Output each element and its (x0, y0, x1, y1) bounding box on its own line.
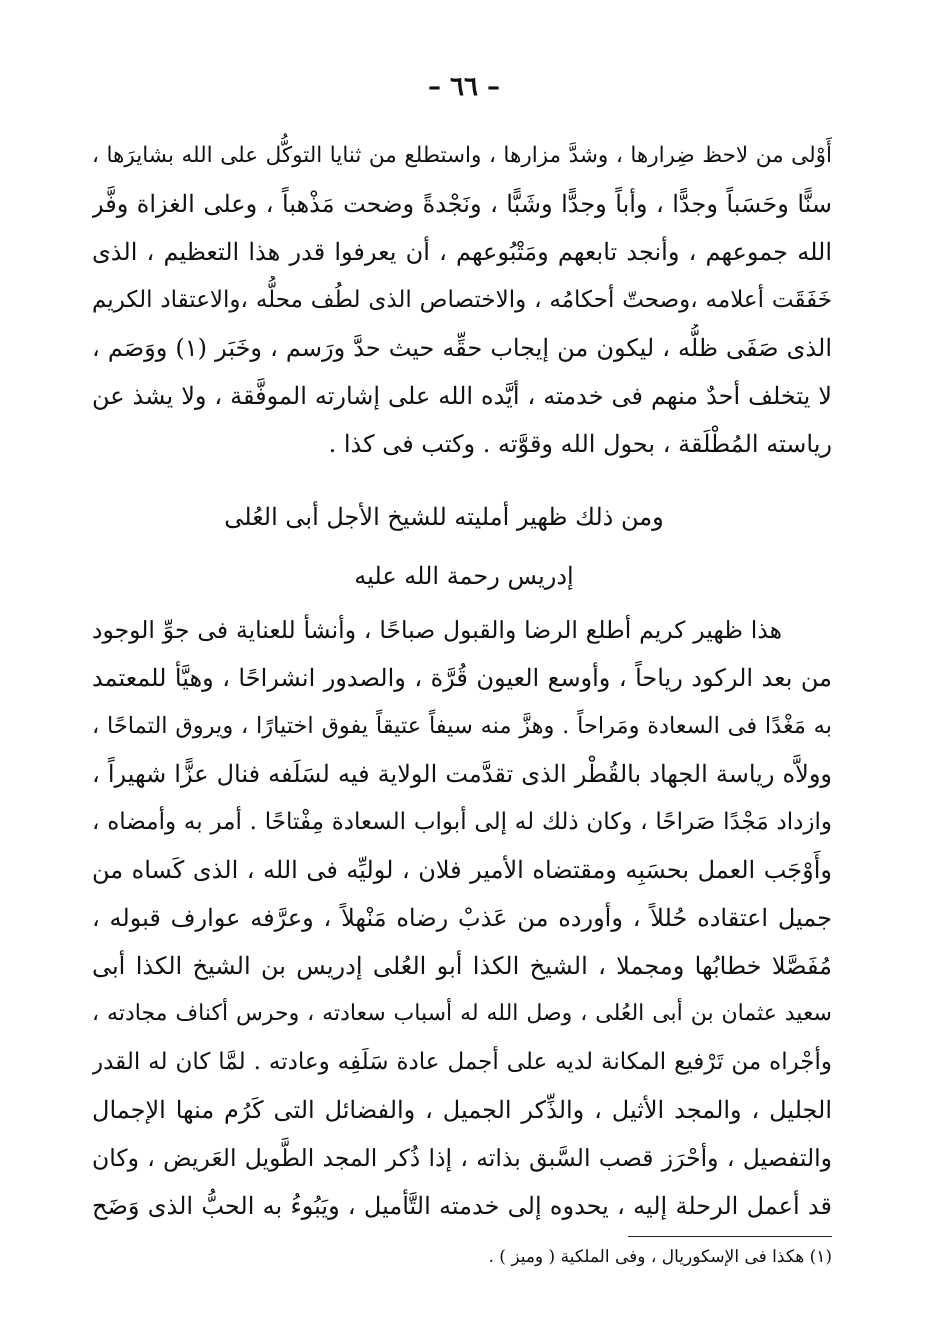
text-line: الجليل ، والمجد الأثيل ، والذِّكر الجميل ، والفضائل التى كَرُم منها الإجمال (92, 1096, 832, 1124)
text-line: وأَوْجَب العمل بحسَبِه ومقتضاه الأمير فلان ، لوليِّه فى الله ، الذى كَساه من (92, 856, 832, 884)
section-heading-line-2: إدريس رحمة الله عليه (354, 562, 574, 590)
page-number: – ٦٦ – (427, 72, 501, 102)
text-line: هذا ظهير كريم أطلع الرضا والقبول صباحًا ، وأنشأ للعناية فى جوِّ الوجود (92, 616, 782, 644)
text-line: من بعد الركود رياحاً ، وأوسع العيون قُرَّة ، والصدور انشراحًا ، وهيَّأ للمعتمد (92, 664, 832, 692)
paragraph-2 (92, 606, 832, 1230)
text-line: وازداد مَجْدًا صَراحًا ، وكان ذلك له إلى أبواب السعادة مِفْتاحًا . أمر به وأمضاه ، (92, 809, 832, 835)
text-line: به مَغْدًا فى السعادة ومَراحاً . وهزَّ منه سيفاً عتيقاً يفوق اختيارًا ، ويروق التماحًا ، (92, 713, 832, 739)
text-line: الذى صَفَى ظلُّه ، ليكون من إيجاب حقِّه حيث حدَّ ورَسم ، وخَبَر (١) ووَصَم ، (92, 334, 832, 362)
text-line: مُفَصَّلا خطابُها ومجملا ، الشيخ الكذا أبو العُلى إدريس بن الشيخ الكذا أبى (92, 952, 832, 980)
text-line: قد أعمل الرحلة إليه ، يحدوه إلى خدمته التَّأميل ، ويَبُوءُ به الحبُّ الذى وَضَح (92, 1192, 832, 1220)
text-line: جميل اعتقاده حُللاً ، وأورده من عَذبْ رضاه مَنْهلاً ، وعرَّفه عوارف قبوله ، (92, 904, 832, 932)
section-heading-line-1: ومن ذلك ظهير أمليته للشيخ الأجل أبى العُلى (224, 503, 664, 531)
text-line: والتفصيل ، وأحْرَز قصب السَّبق بذاته ، إذا ذُكر المجد الطَّويل العَريض ، وكان (92, 1144, 832, 1172)
text-line: سنًّا وحَسَباً وجدًّا ، وأباً وجدًّا وشَبًّا ، ونَجْدةً وضحت مَذْهباً ، وعلى الغزاة وفَّر (92, 190, 832, 218)
footnote-divider (628, 1236, 832, 1237)
text-line: سعيد عثمان بن أبى العُلى ، وصل الله له أسباب سعادته ، وحرس أكناف مجادته ، (92, 1001, 832, 1026)
text-line: وولاَّه رياسة الجهاد بالقُطْر الذى تقدَّمت الولاية فيه لسَلَفه فنال عزًّا شهيراً ، (92, 760, 832, 788)
footnote: (١) هكذا فى الإسكوريال ، وفى الملكية ( وميز ) . (488, 1247, 832, 1267)
text-line: لا يتخلف أحدٌ منهم فى خدمته ، أيَّده الله على إشارته الموفَّقة ، ولا يشذ عن (92, 382, 832, 410)
text-line: وأجْراه من تَرْفيع المكانة لديه على أجمل عادة سَلَفِه وعادته . لمَّا كان له القدر (92, 1049, 832, 1075)
text-line: أَوْلى من لاحظ ضِرارها ، وشدَّ مزارها ، واستطلع من ثنايا التوكُّل على الله بشايرَها ، (92, 143, 832, 168)
text-line: خَفَقَت أعلامه ،وصحتّ أحكامُه ، والاختصاص الذى لطُف محلُّه ،والاعتقاد الكريم (92, 287, 832, 313)
text-line: الله جموعهم ، وأنجد تابعهم ومَتْبُوعهم ، أن يعرفوا قدر هذا التعظيم ، الذى (92, 238, 832, 266)
text-line: رياسته المُطْلَقة ، بحول الله وقوَّته . وكتب فى كذا . (328, 430, 832, 458)
paragraph-1 (92, 132, 832, 468)
